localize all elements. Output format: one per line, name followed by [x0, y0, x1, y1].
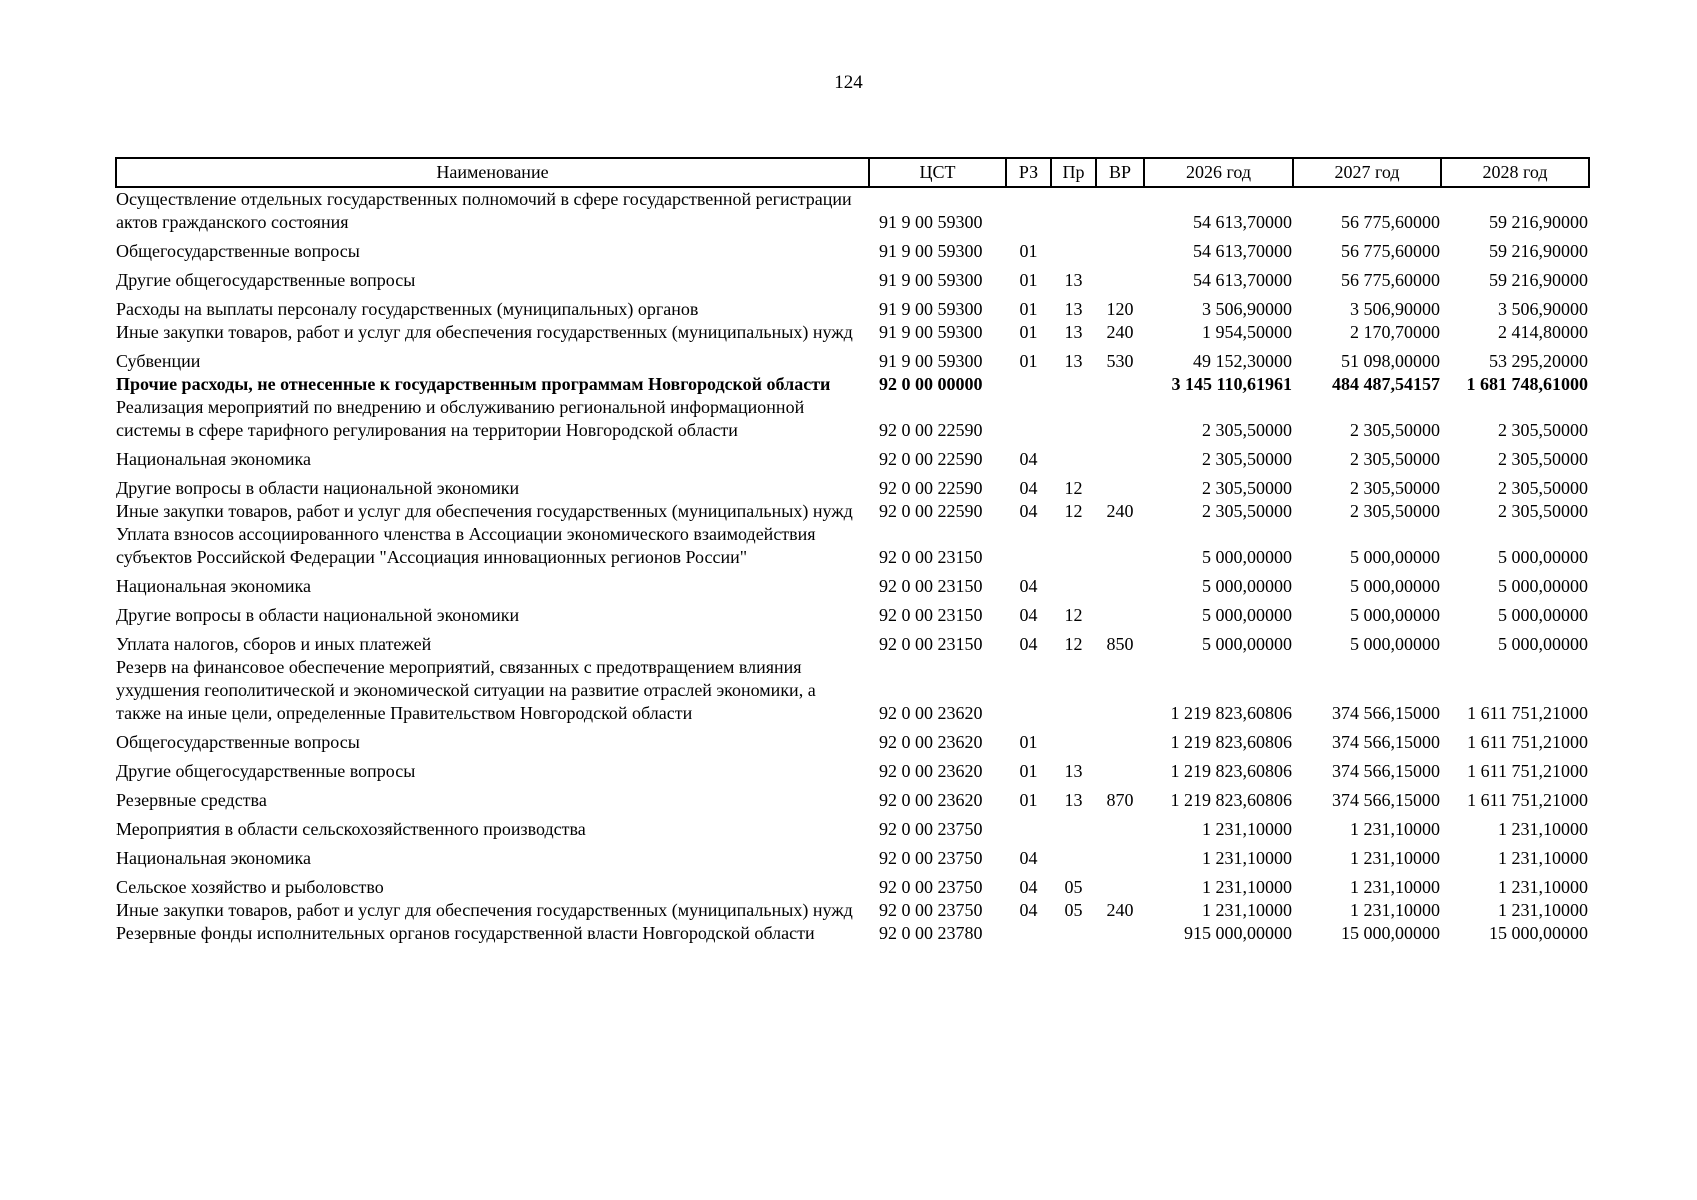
- header-cst: ЦСТ: [869, 158, 1006, 187]
- header-name: Наименование: [116, 158, 869, 187]
- cell-rz: [1006, 656, 1051, 725]
- cell-rz: 04: [1019, 848, 1038, 868]
- table-row: [116, 321, 1589, 344]
- table-row: [116, 442, 1589, 471]
- table-row: [116, 344, 1589, 373]
- cell-name: Иные закупки товаров, работ и услуг для обеспечения государственных (муниципальных) нужд: [116, 900, 853, 920]
- cell-2027: 2 305,50000: [1350, 501, 1440, 521]
- table-row: [116, 725, 1589, 754]
- cell-2028: 1 231,10000: [1498, 848, 1588, 868]
- cell-2028: 5 000,00000: [1498, 634, 1588, 654]
- cell-name: Общегосударственные вопросы: [116, 241, 360, 261]
- cell-name: Мероприятия в области сельскохозяйственного производства: [116, 819, 586, 839]
- cell-cst: 92 0 00 23150: [879, 547, 983, 567]
- cell-2027: 5 000,00000: [1350, 634, 1440, 654]
- cell-2028: 1 231,10000: [1498, 819, 1588, 839]
- cell-name: Реализация мероприятий по внедрению и обслуживанию региональной информационной системы в сфере тарифного регулирования на территории Новгородской области: [116, 397, 805, 440]
- cell-2028: 1 611 751,21000: [1467, 732, 1588, 752]
- cell-cst: 92 0 00 00000: [879, 374, 983, 394]
- cell-2027: 51 098,00000: [1341, 351, 1440, 371]
- cell-vr: [1096, 754, 1144, 783]
- cell-2026: 1 219 823,60806: [1170, 790, 1292, 810]
- cell-cst: 92 0 00 23620: [879, 703, 983, 723]
- cell-2026: 1 954,50000: [1202, 322, 1292, 342]
- cell-2028: 1 231,10000: [1498, 877, 1588, 897]
- cell-rz: 04: [1019, 501, 1038, 521]
- cell-name: Резервные фонды исполнительных органов государственной власти Новгородской области: [116, 923, 815, 943]
- cell-vr: [1096, 870, 1144, 899]
- cell-2028: 1 231,10000: [1498, 900, 1588, 920]
- cell-vr: [1096, 812, 1144, 841]
- cell-name: Общегосударственные вопросы: [116, 732, 360, 752]
- cell-vr: [1096, 396, 1144, 442]
- cell-vr: [1096, 598, 1144, 627]
- header-vr: ВР: [1096, 158, 1144, 187]
- cell-2026: 1 219 823,60806: [1170, 703, 1292, 723]
- cell-pr: 12: [1064, 478, 1083, 498]
- cell-2027: 1 231,10000: [1350, 819, 1440, 839]
- cell-rz: 04: [1019, 576, 1038, 596]
- cell-2026: 1 219 823,60806: [1170, 732, 1292, 752]
- cell-2028: 2 305,50000: [1498, 501, 1588, 521]
- cell-pr: [1051, 656, 1096, 725]
- cell-2026: 54 613,70000: [1193, 212, 1292, 232]
- cell-pr: 13: [1064, 299, 1083, 319]
- cell-name: Расходы на выплаты персоналу государственных (муниципальных) органов: [116, 299, 699, 319]
- cell-2028: 5 000,00000: [1498, 547, 1588, 567]
- cell-name: Прочие расходы, не отнесенные к государственным программам Новгородской области: [116, 374, 831, 394]
- cell-vr: [1096, 656, 1144, 725]
- cell-cst: 92 0 00 23750: [879, 900, 983, 920]
- cell-2027: 56 775,60000: [1341, 212, 1440, 232]
- cell-pr: [1051, 442, 1096, 471]
- cell-rz: [1006, 523, 1051, 569]
- cell-cst: 91 9 00 59300: [879, 212, 983, 232]
- cell-2026: 1 231,10000: [1202, 819, 1292, 839]
- cell-pr: 12: [1064, 501, 1083, 521]
- cell-name: Национальная экономика: [116, 576, 311, 596]
- cell-rz: 04: [1019, 449, 1038, 469]
- cell-2026: 5 000,00000: [1202, 547, 1292, 567]
- cell-rz: [1006, 396, 1051, 442]
- table-row: [116, 187, 1589, 234]
- cell-vr: [1096, 841, 1144, 870]
- cell-pr: 05: [1064, 900, 1083, 920]
- cell-pr: [1051, 187, 1096, 234]
- cell-2028: 59 216,90000: [1489, 241, 1588, 261]
- cell-cst: 91 9 00 59300: [879, 270, 983, 290]
- cell-2027: 5 000,00000: [1350, 576, 1440, 596]
- table-row: [116, 292, 1589, 321]
- table-row: [116, 783, 1589, 812]
- cell-vr: [1096, 234, 1144, 263]
- cell-pr: [1051, 569, 1096, 598]
- cell-2028: 15 000,00000: [1489, 923, 1588, 943]
- table-row: [116, 812, 1589, 841]
- table-row: [116, 396, 1589, 442]
- cell-pr: 12: [1064, 634, 1083, 654]
- cell-vr: 120: [1106, 299, 1134, 319]
- cell-2027: 484 487,54157: [1332, 374, 1440, 394]
- cell-pr: [1051, 812, 1096, 841]
- table-row: [116, 373, 1589, 396]
- cell-2027: 374 566,15000: [1332, 732, 1440, 752]
- table-row: [116, 234, 1589, 263]
- cell-pr: [1051, 234, 1096, 263]
- cell-pr: 13: [1064, 351, 1083, 371]
- cell-2026: 2 305,50000: [1202, 478, 1292, 498]
- cell-vr: [1096, 922, 1144, 945]
- cell-2026: 5 000,00000: [1202, 605, 1292, 625]
- cell-rz: [1006, 187, 1051, 234]
- cell-2028: 2 414,80000: [1498, 322, 1588, 342]
- cell-cst: 92 0 00 23750: [879, 877, 983, 897]
- cell-vr: 240: [1106, 322, 1134, 342]
- cell-2027: 2 305,50000: [1350, 478, 1440, 498]
- cell-2027: 2 305,50000: [1350, 420, 1440, 440]
- cell-name: Уплата взносов ассоциированного членства в Ассоциации экономического взаимодействия субъектов Российской Федерации "Ассоциация инновационных регионов России": [116, 524, 816, 567]
- cell-rz: 01: [1019, 322, 1038, 342]
- page-number: 124: [834, 72, 863, 93]
- cell-vr: [1096, 263, 1144, 292]
- cell-rz: 01: [1019, 351, 1038, 371]
- cell-2026: 1 231,10000: [1202, 877, 1292, 897]
- table-row: [116, 870, 1589, 899]
- cell-2028: 1 681 748,61000: [1466, 374, 1588, 394]
- cell-name: Субвенции: [116, 351, 201, 371]
- cell-pr: [1051, 396, 1096, 442]
- cell-cst: 92 0 00 23750: [879, 848, 983, 868]
- cell-2028: 1 611 751,21000: [1467, 703, 1588, 723]
- cell-cst: 92 0 00 22590: [879, 449, 983, 469]
- header-pr: Пр: [1051, 158, 1096, 187]
- budget-table: [115, 157, 1590, 945]
- cell-2028: 5 000,00000: [1498, 605, 1588, 625]
- cell-name: Осуществление отдельных государственных полномочий в сфере государственной регистрации актов гражданского состояния: [116, 189, 852, 232]
- cell-2027: 374 566,15000: [1332, 703, 1440, 723]
- cell-name: Уплата налогов, сборов и иных платежей: [116, 634, 432, 654]
- cell-rz: 04: [1019, 634, 1038, 654]
- cell-2026: 1 231,10000: [1202, 900, 1292, 920]
- cell-2027: 2 305,50000: [1350, 449, 1440, 469]
- table-row: [116, 471, 1589, 500]
- cell-2026: 2 305,50000: [1202, 449, 1292, 469]
- cell-rz: [1006, 812, 1051, 841]
- cell-vr: [1096, 569, 1144, 598]
- cell-rz: 04: [1019, 478, 1038, 498]
- cell-cst: 92 0 00 23620: [879, 732, 983, 752]
- table-row: [116, 754, 1589, 783]
- cell-vr: 870: [1106, 790, 1134, 810]
- cell-2027: 2 170,70000: [1350, 322, 1440, 342]
- cell-cst: 92 0 00 23780: [879, 923, 983, 943]
- cell-2028: 5 000,00000: [1498, 576, 1588, 596]
- cell-pr: 13: [1064, 270, 1083, 290]
- cell-cst: 92 0 00 22590: [879, 420, 983, 440]
- cell-2028: 59 216,90000: [1489, 270, 1588, 290]
- cell-cst: 92 0 00 23150: [879, 576, 983, 596]
- cell-vr: [1096, 187, 1144, 234]
- cell-rz: 04: [1019, 877, 1038, 897]
- cell-2027: 56 775,60000: [1341, 241, 1440, 261]
- cell-rz: [1006, 922, 1051, 945]
- cell-2026: 2 305,50000: [1202, 420, 1292, 440]
- cell-rz: 01: [1019, 241, 1038, 261]
- cell-pr: [1051, 725, 1096, 754]
- cell-rz: 01: [1019, 790, 1038, 810]
- cell-vr: [1096, 725, 1144, 754]
- cell-2027: 5 000,00000: [1350, 605, 1440, 625]
- cell-rz: 01: [1019, 761, 1038, 781]
- cell-2026: 1 231,10000: [1202, 848, 1292, 868]
- cell-name: Другие общегосударственные вопросы: [116, 761, 416, 781]
- cell-cst: 92 0 00 22590: [879, 501, 983, 521]
- cell-2028: 2 305,50000: [1498, 420, 1588, 440]
- cell-name: Другие общегосударственные вопросы: [116, 270, 416, 290]
- cell-2026: 1 219 823,60806: [1170, 761, 1292, 781]
- cell-2027: 3 506,90000: [1350, 299, 1440, 319]
- table-row: [116, 569, 1589, 598]
- cell-rz: 04: [1019, 605, 1038, 625]
- cell-name: Сельское хозяйство и рыболовство: [116, 877, 384, 897]
- cell-pr: [1051, 523, 1096, 569]
- cell-2027: 56 775,60000: [1341, 270, 1440, 290]
- table-header-row: [116, 158, 1589, 187]
- cell-rz: 01: [1019, 270, 1038, 290]
- cell-name: Национальная экономика: [116, 449, 311, 469]
- cell-pr: 13: [1064, 790, 1083, 810]
- cell-2026: 54 613,70000: [1193, 241, 1292, 261]
- cell-2026: 5 000,00000: [1202, 634, 1292, 654]
- cell-vr: 240: [1106, 900, 1134, 920]
- cell-cst: 91 9 00 59300: [879, 351, 983, 371]
- cell-name: Иные закупки товаров, работ и услуг для обеспечения государственных (муниципальных) нужд: [116, 322, 853, 342]
- cell-2026: 3 145 110,61961: [1171, 374, 1292, 394]
- cell-2028: 2 305,50000: [1498, 478, 1588, 498]
- cell-cst: 92 0 00 23750: [879, 819, 983, 839]
- table-row: [116, 523, 1589, 569]
- cell-pr: [1051, 373, 1096, 396]
- cell-pr: [1051, 922, 1096, 945]
- cell-cst: 91 9 00 59300: [879, 241, 983, 261]
- cell-cst: 92 0 00 23150: [879, 605, 983, 625]
- cell-2028: 59 216,90000: [1489, 212, 1588, 232]
- cell-2026: 54 613,70000: [1193, 270, 1292, 290]
- cell-2027: 374 566,15000: [1332, 790, 1440, 810]
- cell-rz: [1006, 373, 1051, 396]
- cell-2027: 15 000,00000: [1341, 923, 1440, 943]
- cell-pr: 12: [1064, 605, 1083, 625]
- table-body: [116, 187, 1589, 945]
- cell-2026: 49 152,30000: [1193, 351, 1292, 371]
- cell-vr: 850: [1106, 634, 1134, 654]
- cell-pr: 05: [1064, 877, 1083, 897]
- cell-vr: [1096, 373, 1144, 396]
- table-row: [116, 500, 1589, 523]
- cell-vr: [1096, 523, 1144, 569]
- cell-2026: 915 000,00000: [1184, 923, 1292, 943]
- cell-rz: 01: [1019, 299, 1038, 319]
- cell-name: Резерв на финансовое обеспечение мероприятий, связанных с предотвращением влияния ухудшения геополитической и экономической ситуации на развитие отраслей экономики, а также на иные цели, определенные Правительством Новгородской области: [116, 657, 816, 723]
- table-row: [116, 627, 1589, 656]
- cell-2026: 2 305,50000: [1202, 501, 1292, 521]
- cell-2026: 3 506,90000: [1202, 299, 1292, 319]
- cell-name: Иные закупки товаров, работ и услуг для обеспечения государственных (муниципальных) нужд: [116, 501, 853, 521]
- cell-cst: 92 0 00 23620: [879, 790, 983, 810]
- cell-name: Другие вопросы в области национальной экономики: [116, 605, 520, 625]
- cell-vr: 530: [1106, 351, 1134, 371]
- cell-2028: 1 611 751,21000: [1467, 790, 1588, 810]
- table-row: [116, 899, 1589, 922]
- table-row: [116, 656, 1589, 725]
- cell-name: Другие вопросы в области национальной экономики: [116, 478, 520, 498]
- cell-2028: 2 305,50000: [1498, 449, 1588, 469]
- table-row: [116, 598, 1589, 627]
- header-2028: 2028 год: [1441, 158, 1589, 187]
- cell-name: Национальная экономика: [116, 848, 311, 868]
- cell-cst: 91 9 00 59300: [879, 299, 983, 319]
- cell-2027: 374 566,15000: [1332, 761, 1440, 781]
- cell-cst: 92 0 00 23150: [879, 634, 983, 654]
- cell-2026: 5 000,00000: [1202, 576, 1292, 596]
- table-row: [116, 922, 1589, 945]
- cell-pr: 13: [1064, 322, 1083, 342]
- header-2027: 2027 год: [1293, 158, 1441, 187]
- cell-vr: [1096, 442, 1144, 471]
- cell-2027: 5 000,00000: [1350, 547, 1440, 567]
- cell-2028: 3 506,90000: [1498, 299, 1588, 319]
- cell-2027: 1 231,10000: [1350, 848, 1440, 868]
- cell-2028: 1 611 751,21000: [1467, 761, 1588, 781]
- header-2026: 2026 год: [1144, 158, 1293, 187]
- cell-rz: 01: [1019, 732, 1038, 752]
- cell-vr: [1096, 471, 1144, 500]
- cell-name: Резервные средства: [116, 790, 267, 810]
- table-row: [116, 263, 1589, 292]
- cell-cst: 91 9 00 59300: [879, 322, 983, 342]
- header-rz: РЗ: [1006, 158, 1051, 187]
- cell-rz: 04: [1019, 900, 1038, 920]
- cell-cst: 92 0 00 23620: [879, 761, 983, 781]
- cell-pr: [1051, 841, 1096, 870]
- cell-2028: 53 295,20000: [1489, 351, 1588, 371]
- cell-vr: 240: [1106, 501, 1134, 521]
- cell-pr: 13: [1064, 761, 1083, 781]
- table-row: [116, 841, 1589, 870]
- cell-cst: 92 0 00 22590: [879, 478, 983, 498]
- cell-2027: 1 231,10000: [1350, 900, 1440, 920]
- cell-2027: 1 231,10000: [1350, 877, 1440, 897]
